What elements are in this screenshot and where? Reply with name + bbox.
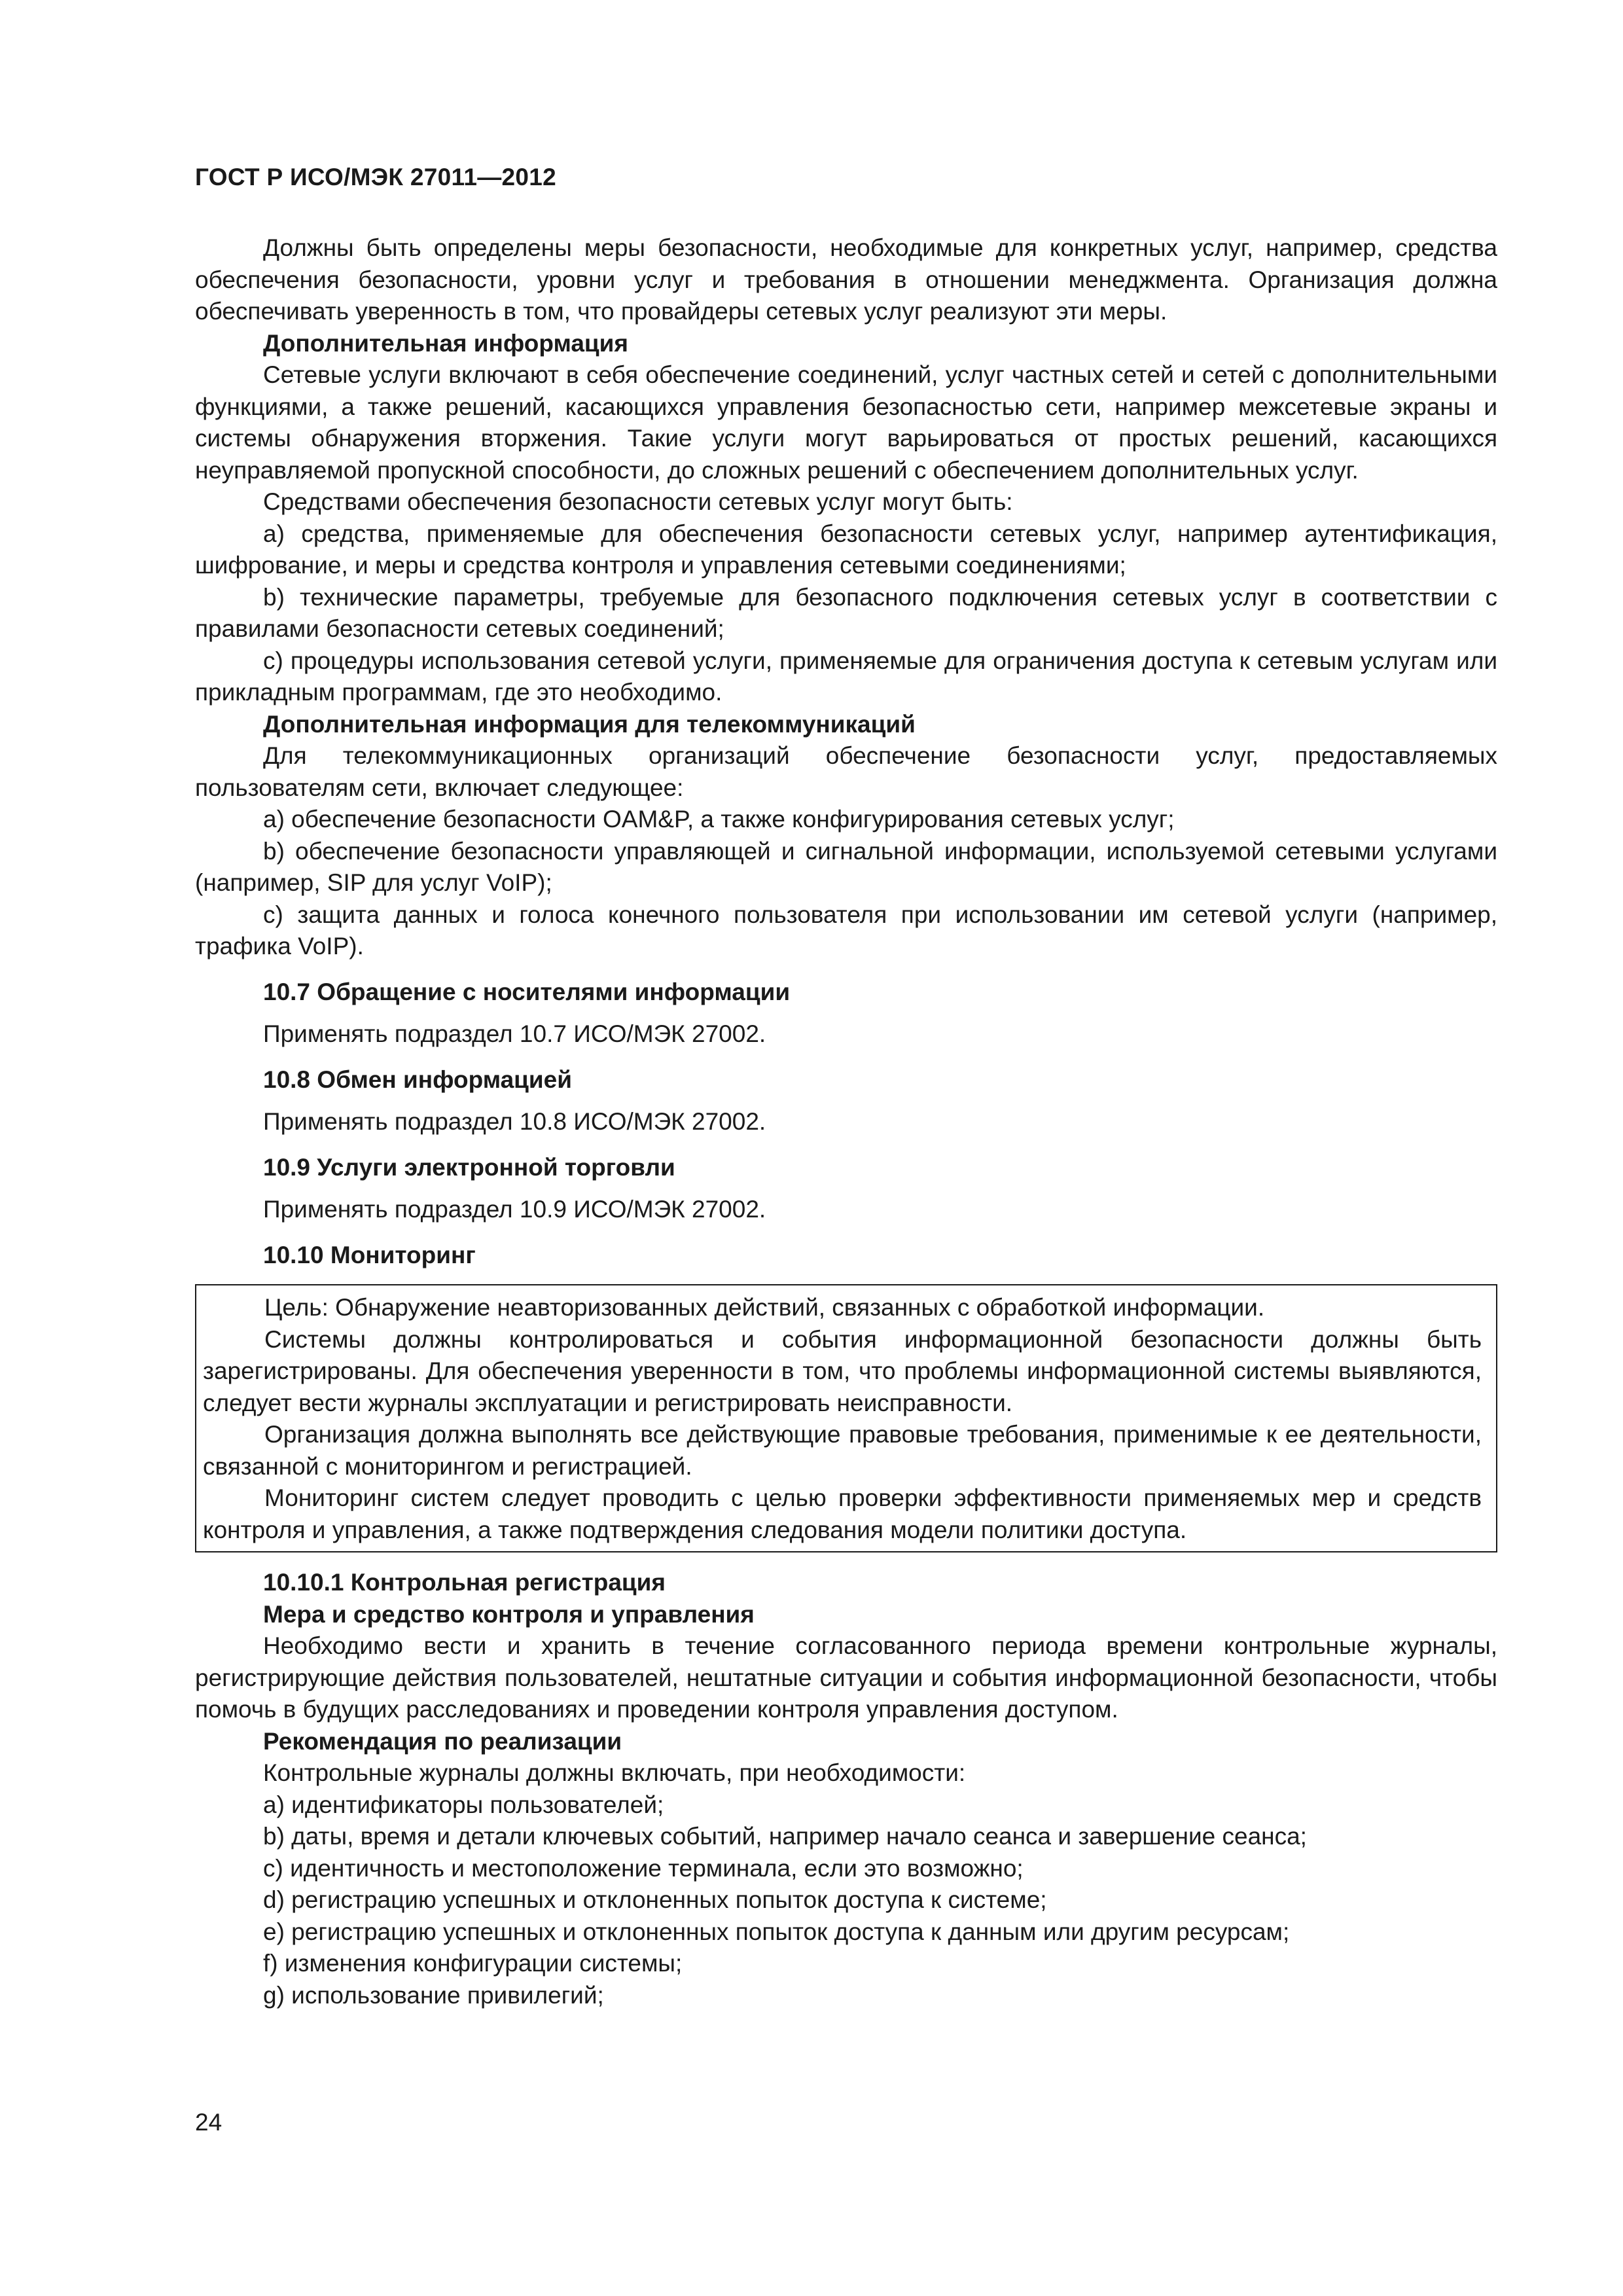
- section-text: Применять подраздел 10.8 ИСО/МЭК 27002.: [263, 1108, 766, 1135]
- list-item: с) процедуры использования сетевой услуги, применяемые для ограничения доступа к сетевым услугам или прикладным программам, где это необходимо.: [195, 647, 1497, 706]
- standard-header: ГОСТ Р ИСО/МЭК 27011—2012: [195, 164, 557, 190]
- paragraph: Средствами обеспечения безопасности сетевых услуг могут быть:: [263, 488, 1013, 515]
- list-item: е) регистрацию успешных и отклоненных попыток доступа к данным или другим ресурсам;: [263, 1918, 1290, 1945]
- paragraph: Должны быть определены меры безопасности, необходимые для конкретных услуг, например, средства обеспечения безопасности, уровни услуг и требования в отношении менеджмента. Организация должна обеспечивать уверенность в том, что провайдеры сетевых услуг реализуют эти меры.: [195, 234, 1497, 325]
- subheading-telecom-info: Дополнительная информация для телекоммуникаций: [263, 710, 916, 738]
- paragraph: Для телекоммуникационных организаций обеспечение безопасности услуг, предоставляемых пользователям сети, включает следующее:: [195, 742, 1497, 801]
- subheading-additional-info: Дополнительная информация: [263, 329, 629, 357]
- subheading-control: Мера и средство контроля и управления: [263, 1600, 755, 1628]
- section-title-10-10: 10.10 Мониторинг: [263, 1241, 476, 1268]
- paragraph: Необходимо вести и хранить в течение согласованного периода времени контрольные журналы, регистрирующие действия пользователей, нештатные ситуации и события информационной безопасности, чтобы помочь в будущих расследованиях и проведении контроля управления доступом.: [195, 1632, 1497, 1723]
- list-item: f) изменения конфигурации системы;: [263, 1950, 683, 1977]
- list-item: с) идентичность и местоположение терминала, если это возможно;: [263, 1854, 1024, 1882]
- section-title-10-10-1: 10.10.1 Контрольная регистрация: [263, 1569, 666, 1596]
- section-text: Применять подраздел 10.7 ИСО/МЭК 27002.: [263, 1020, 766, 1047]
- box-paragraph: Организация должна выполнять все действующие правовые требования, применимые к ее деятельности, связанной с мониторингом и регистрацией.: [203, 1421, 1482, 1480]
- list-item: а) средства, применяемые для обеспечения безопасности сетевых услуг, например аутентификация, шифрование, и меры и средства контроля и управления сетевыми соединениями;: [195, 520, 1497, 579]
- subheading-implementation: Рекомендация по реализации: [263, 1727, 622, 1755]
- box-paragraph: Системы должны контролироваться и события информационной безопасности должны быть зарегистрированы. Для обеспечения уверенности в том, что проблемы информационной системы выявляются, следует вести журналы эксплуатации и регистрировать неисправности.: [203, 1325, 1482, 1416]
- section-text: Применять подраздел 10.9 ИСО/МЭК 27002.: [263, 1196, 766, 1223]
- list-item: а) обеспечение безопасности OAM&P, а также конфигурирования сетевых услуг;: [263, 806, 1175, 833]
- list-item: а) идентификаторы пользователей;: [263, 1791, 664, 1818]
- list-item: g) использование привилегий;: [263, 1981, 604, 2009]
- paragraph: Контрольные журналы должны включать, при необходимости:: [263, 1759, 966, 1786]
- list-item: с) защита данных и голоса конечного пользователя при использовании им сетевой услуги (например, трафика VoIP).: [195, 901, 1497, 960]
- page-number: 24: [195, 2109, 223, 2136]
- list-item: b) даты, время и детали ключевых событий, например начало сеанса и завершение сеанса;: [263, 1823, 1307, 1850]
- box-paragraph: Мониторинг систем следует проводить с целью проверки эффективности применяемых мер и средств контроля и управления, а также подтверждения следования модели политики доступа.: [203, 1484, 1482, 1543]
- section-title-10-7: 10.7 Обращение с носителями информации: [263, 978, 791, 1005]
- list-item: b) технические параметры, требуемые для безопасного подключения сетевых услуг в соответствии с правилами безопасности сетевых соединений;: [195, 583, 1497, 642]
- section-title-10-8: 10.8 Обмен информацией: [263, 1066, 572, 1093]
- box-paragraph: Цель: Обнаружение неавторизованных действий, связанных с обработкой информации.: [264, 1294, 1265, 1321]
- paragraph: Сетевые услуги включают в себя обеспечение соединений, услуг частных сетей и сетей с дополнительными функциями, а также решений, касающихся управления безопасностью сети, например межсетевые экраны и системы обнаружения вторжения. Такие услуги могут варьироваться от простых решений, касающихся неуправляемой пропускной способности, до сложных решений с обеспечением дополнительных услуг.: [195, 361, 1497, 484]
- list-item: d) регистрацию успешных и отклоненных попыток доступа к системе;: [263, 1886, 1047, 1913]
- list-item: b) обеспечение безопасности управляющей и сигнальной информации, используемой сетевыми услугами (например, SIP для услуг VoIP);: [195, 837, 1497, 896]
- document-body: [195, 232, 1497, 2011]
- objective-box: [195, 1284, 1497, 1552]
- section-title-10-9: 10.9 Услуги электронной торговли: [263, 1153, 675, 1181]
